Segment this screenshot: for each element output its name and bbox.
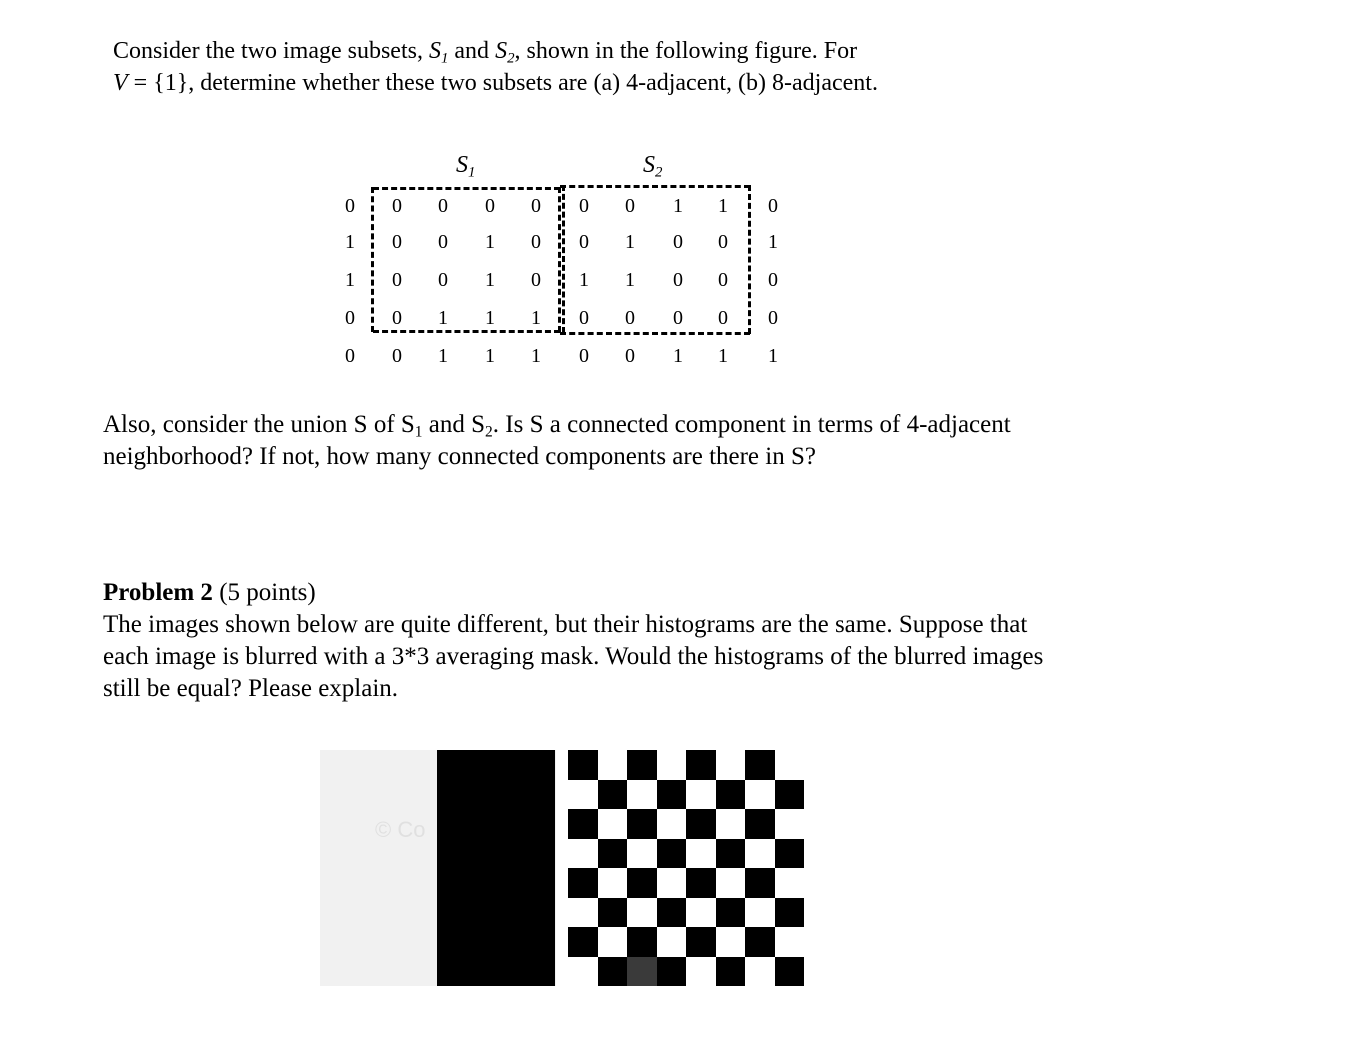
grid-cell: 0 xyxy=(625,345,635,367)
checker-square xyxy=(657,839,687,869)
grid-cell: 0 xyxy=(673,307,683,329)
checker-square xyxy=(716,927,746,957)
checker-square xyxy=(657,750,687,780)
grid-cell: 1 xyxy=(485,269,495,291)
s1-top-border xyxy=(373,187,560,190)
checker-square xyxy=(627,927,657,957)
checker-square xyxy=(775,839,805,869)
grid-cell: 0 xyxy=(392,345,402,367)
s1-symbol: $S_1$ xyxy=(428,38,449,67)
checker-square xyxy=(568,839,598,869)
checker-square xyxy=(686,898,716,928)
checker-square xyxy=(745,839,775,869)
grid-cell: 0 xyxy=(392,269,402,291)
grid-cell: 1 xyxy=(673,345,683,367)
checker-square xyxy=(568,750,598,780)
grid-cell: 0 xyxy=(531,231,541,253)
grid-cell: 0 xyxy=(768,269,778,291)
grid-cell: 1 xyxy=(625,269,635,291)
checker-square xyxy=(627,809,657,839)
s1-bottom-border xyxy=(373,330,560,333)
checker-square xyxy=(775,927,805,957)
problem2-text xyxy=(103,577,1063,705)
v-symbol: V xyxy=(113,70,128,96)
checker-square xyxy=(598,809,628,839)
checker-square xyxy=(598,839,628,869)
checker-square xyxy=(568,868,598,898)
grid-cell: 0 xyxy=(438,269,448,291)
grid-cell: 0 xyxy=(531,269,541,291)
checker-square xyxy=(568,957,598,987)
grid-cell: 0 xyxy=(673,231,683,253)
grid-cell: 1 xyxy=(345,231,355,253)
checker-square xyxy=(627,780,657,810)
checker-square xyxy=(686,868,716,898)
checker-square xyxy=(568,809,598,839)
grid-cell: 0 xyxy=(392,231,402,253)
checker-square xyxy=(745,750,775,780)
checker-square xyxy=(775,750,805,780)
checker-square xyxy=(686,809,716,839)
checker-square xyxy=(716,898,746,928)
grid-cell: 0 xyxy=(438,195,448,217)
grid-cell: 1 xyxy=(718,345,728,367)
checker-square xyxy=(657,957,687,987)
checker-square xyxy=(775,957,805,987)
watermark-text: © Co xyxy=(375,817,426,842)
s2-right-border xyxy=(748,185,751,334)
checker-square xyxy=(686,957,716,987)
s2-top-border xyxy=(560,185,750,188)
grid-cell: 0 xyxy=(392,307,402,329)
checker-square xyxy=(598,898,628,928)
checker-square xyxy=(775,809,805,839)
checker-square xyxy=(775,780,805,810)
checker-square xyxy=(598,868,628,898)
grid-cell: 1 xyxy=(625,231,635,253)
grid-cell: 0 xyxy=(673,269,683,291)
checker-square xyxy=(657,809,687,839)
grid-cell: 1 xyxy=(768,345,778,367)
checker-square xyxy=(657,780,687,810)
checker-square xyxy=(686,780,716,810)
checker-square xyxy=(686,927,716,957)
checker-square xyxy=(627,750,657,780)
histogram-images xyxy=(320,750,804,986)
grid-cell: 1 xyxy=(531,307,541,329)
grid-cell: 0 xyxy=(579,231,589,253)
grid-cell: 0 xyxy=(531,195,541,217)
s2-symbol: $S_2$ xyxy=(495,38,515,67)
grid-cell: 1 xyxy=(485,231,495,253)
checker-square xyxy=(598,750,628,780)
checker-square xyxy=(627,898,657,928)
s1-left-border xyxy=(371,187,374,332)
checker-square xyxy=(716,868,746,898)
adjacency-figure xyxy=(330,145,800,385)
checkerboard-image xyxy=(568,750,804,986)
grid-cell: 1 xyxy=(485,345,495,367)
checker-square xyxy=(686,750,716,780)
problem2-title: Problem 2 xyxy=(103,579,213,606)
checker-square xyxy=(745,927,775,957)
grid-cell: 0 xyxy=(345,307,355,329)
checker-square xyxy=(775,868,805,898)
checker-square xyxy=(745,898,775,928)
grid-cell: 0 xyxy=(768,195,778,217)
checker-square xyxy=(745,957,775,987)
label-s1: $S_1$ xyxy=(456,152,476,181)
grid-cell: 1 xyxy=(718,195,728,217)
grid-cell: 0 xyxy=(579,195,589,217)
grid-cell: 0 xyxy=(718,269,728,291)
checker-square xyxy=(598,780,628,810)
label-s2: $S_2$ xyxy=(643,152,663,181)
half-black-image xyxy=(320,750,556,986)
checker-square xyxy=(716,750,746,780)
checker-square xyxy=(657,868,687,898)
grid-cell: 1 xyxy=(345,269,355,291)
grid-cell: 1 xyxy=(485,307,495,329)
grid-cell: 1 xyxy=(673,195,683,217)
grid-cell: 0 xyxy=(625,307,635,329)
checker-square xyxy=(745,868,775,898)
problem2-body: The images shown below are quite different, but their histograms are the same. Suppose that each image is blurred with a 3*3 averaging mask. Would the histograms of the blurred images still be equal? Please explain. xyxy=(103,611,1044,702)
checker-square xyxy=(568,780,598,810)
checker-square xyxy=(716,809,746,839)
checker-square xyxy=(716,839,746,869)
grid-cell: 0 xyxy=(345,195,355,217)
checker-square xyxy=(627,839,657,869)
checker-square xyxy=(657,898,687,928)
grid-cell: 1 xyxy=(579,269,589,291)
s2-bottom-border xyxy=(560,332,750,335)
grid-cell: 1 xyxy=(438,345,448,367)
checker-square xyxy=(745,809,775,839)
problem2-points: (5 points) xyxy=(212,579,316,606)
s2-left-border xyxy=(562,185,565,333)
checker-square xyxy=(568,927,598,957)
grid-cell: 0 xyxy=(768,307,778,329)
checker-square xyxy=(598,957,628,987)
grid-cell: 0 xyxy=(579,307,589,329)
checker-square xyxy=(598,927,628,957)
checker-square xyxy=(657,927,687,957)
checker-square xyxy=(627,957,657,987)
checker-square xyxy=(716,957,746,987)
grid-cell: 1 xyxy=(768,231,778,253)
checker-square xyxy=(627,868,657,898)
grid-cell: 1 xyxy=(438,307,448,329)
union-question-text: Also, consider the union S of $S_1$ and $S_2$. Is S a connected component in terms of 4-adjacent neighborhood? If not, how many connected components are there in S? xyxy=(103,411,1011,470)
grid-cell: 0 xyxy=(718,307,728,329)
checker-square xyxy=(686,839,716,869)
checker-square xyxy=(716,780,746,810)
grid-cell: 0 xyxy=(718,231,728,253)
grid-cell: 0 xyxy=(579,345,589,367)
black-half xyxy=(437,750,555,986)
grid-cell: 0 xyxy=(485,195,495,217)
checker-square xyxy=(568,898,598,928)
checker-square xyxy=(745,780,775,810)
problem1-text: Consider the two image subsets, $S_1$ and $S_2$, shown in the following figure. For V = {1}, determine whether these two subsets are (a) 4-adjacent, (b) 8-adjacent. xyxy=(113,38,878,96)
grid-cell: 0 xyxy=(392,195,402,217)
s1-right-border xyxy=(558,187,561,332)
grid-cell: 0 xyxy=(438,231,448,253)
checker-square xyxy=(775,898,805,928)
grid-cell: 1 xyxy=(531,345,541,367)
grid-cell: 0 xyxy=(625,195,635,217)
grid-cell: 0 xyxy=(345,345,355,367)
